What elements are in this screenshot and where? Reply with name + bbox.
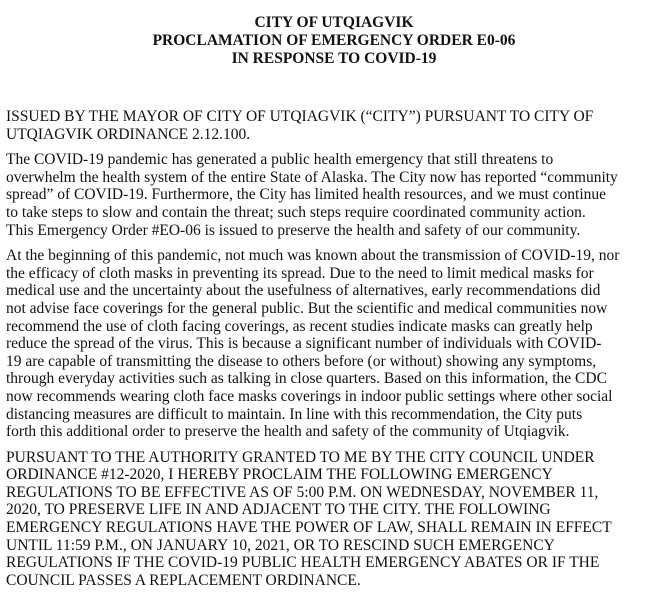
text-line: not advise face coverings for the general public. But the scientific and medical communities now <box>6 299 608 317</box>
text-line: COUNCIL PASSES A REPLACEMENT ORDINANCE. <box>6 571 361 589</box>
text-line: At the beginning of this pandemic, not much was known about the transmission of COVID-19, nor <box>6 247 620 265</box>
text-line: 2020, TO PRESERVE LIFE IN AND ADJACENT TO THE CITY. THE FOLLOWING <box>6 501 551 519</box>
header-proclamation-title: PROCLAMATION OF EMERGENCY ORDER E0-06 <box>152 32 516 49</box>
text-line: PURSUANT TO THE AUTHORITY GRANTED TO ME BY THE CITY COUNCIL UNDER <box>6 448 595 466</box>
text-line: REGULATIONS IF THE COVID-19 PUBLIC HEALTH EMERGENCY ABATES OR IF THE <box>6 554 600 572</box>
text-line: the efficacy of cloth masks in preventing its spread. Due to the need to limit medical masks for <box>6 264 594 282</box>
document-header <box>0 14 668 68</box>
paragraph-mask-rationale <box>6 247 666 441</box>
text-line: UNTIL 11:59 P.M., ON JANUARY 10, 2021, OR TO RESCIND SUCH EMERGENCY <box>6 536 555 554</box>
text-line: 19 are capable of transmitting the disease to others before (or without) showing any symptoms, <box>6 352 597 370</box>
text-line: UTQIAGVIK ORDINANCE 2.12.100. <box>6 125 251 143</box>
text-line: spread” of COVID-19. Furthermore, the City has limited health resources, and we must continue <box>6 186 607 204</box>
text-line: recommend the use of cloth facing coverings, as recent studies indicate masks can greatly help <box>6 317 593 335</box>
header-subtitle: IN RESPONSE TO COVID-19 <box>231 50 437 67</box>
text-line: The COVID-19 pandemic has generated a public health emergency that still threatens to <box>6 151 554 169</box>
text-line: EMERGENCY REGULATIONS HAVE THE POWER OF LAW, SHALL REMAIN IN EFFECT <box>6 519 612 537</box>
paragraph-pandemic-context <box>6 151 666 239</box>
text-line: to take steps to slow and contain the threat; such steps require coordinated community action. <box>6 203 586 221</box>
header-city-name: CITY OF UTQIAGVIK <box>254 14 414 31</box>
text-line: reduce the spread of the virus. This is because a significant number of individuals with COVID- <box>6 335 602 353</box>
paragraph-proclamation <box>6 449 666 590</box>
text-line: through everyday activities such as talking in close quarters. Based on this information, the CDC <box>6 370 607 388</box>
text-line: This Emergency Order #EO-06 is issued to preserve the health and safety of our community. <box>6 221 581 239</box>
text-line: ORDINANCE #12-2020, I HEREBY PROCLAIM THE FOLLOWING EMERGENCY <box>6 466 553 484</box>
text-line: forth this additional order to preserve the health and safety of the community of Utqiagvik. <box>6 423 570 441</box>
text-line: distancing measures are difficult to maintain. In line with this recommendation, the City puts <box>6 405 583 423</box>
text-line: REGULATIONS TO BE EFFECTIVE AS OF 5:00 P.M. ON WEDNESDAY, NOVEMBER 11, <box>6 483 599 501</box>
text-line: overwhelm the health system of the entire State of Alaska. The City now has reported “community <box>6 168 618 186</box>
text-line: medical use and the uncertainty about the usefulness of alternatives, early recommendations did <box>6 282 601 300</box>
document-body <box>6 108 666 597</box>
text-line: ISSUED BY THE MAYOR OF CITY OF UTQIAGVIK (“CITY”) PURSUANT TO CITY OF <box>6 108 594 125</box>
paragraph-issued-by <box>6 108 666 143</box>
text-line: now recommends wearing cloth face masks coverings in indoor public settings where other social <box>6 387 613 405</box>
